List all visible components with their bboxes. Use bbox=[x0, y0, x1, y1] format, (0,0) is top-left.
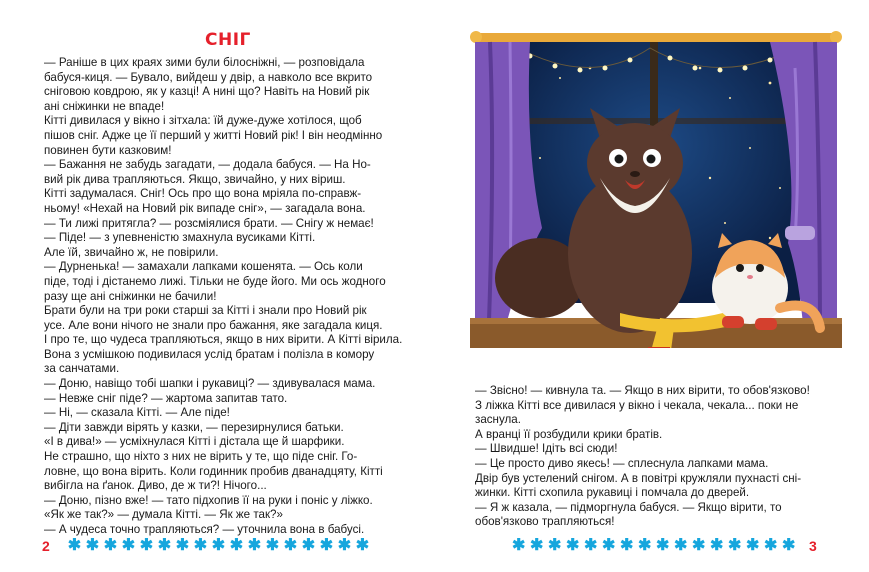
page-number: 3 bbox=[809, 538, 817, 554]
snowflake-icon: ✱ bbox=[229, 537, 244, 554]
text-line: ані сніжинки не впаде! bbox=[44, 99, 165, 113]
text-line: заснула. bbox=[475, 413, 521, 427]
text-line: Двір був устелений снігом. А в повітрі кружляли пухнасті сні- bbox=[475, 471, 802, 485]
curtain-rod bbox=[475, 33, 837, 42]
snowflake-icon: ✱ bbox=[566, 537, 580, 554]
snowflake-icon: ✱ bbox=[710, 537, 724, 554]
right-page bbox=[440, 0, 869, 572]
snowflake-icon: ✱ bbox=[67, 537, 82, 554]
text-line: — Діти завжди вірять у казки, — перезирнулися батьки. bbox=[44, 420, 344, 434]
text-line: жинки. Кітті схопила рукавиці і помчала до дверей. bbox=[475, 486, 750, 500]
snowflake-icon: ✱ bbox=[301, 537, 316, 554]
text-line: — Доню, пізно вже! — тато підхопив її на руки і поніс у ліжко. bbox=[44, 493, 373, 507]
snowflake-icon: ✱ bbox=[85, 537, 100, 554]
text-line: «І в дива!» — усміхнулася Кітті і дістала ще й шарфики. bbox=[44, 435, 345, 449]
snowflake-icon: ✱ bbox=[764, 537, 778, 554]
text-line: вибігла на ґанок. Диво, де ж ти?! Нічого... bbox=[44, 479, 267, 493]
text-line: Не страшно, що ніхто з них не вірить у те, що піде сніг. Го- bbox=[44, 450, 358, 464]
text-line: — Це просто диво якесь! — сплеснула лапками мама. bbox=[475, 456, 769, 470]
text-line: ловне, що вона вірить. Коли годинник пробив дванадцяту, Кітті bbox=[44, 464, 383, 478]
text-line: З ліжка Кітті все дивилася у вікно і чекала, чекала... поки не bbox=[475, 398, 799, 412]
text-line: усе. Але вони нічого не знали про бажання, яке загадала киця. bbox=[44, 318, 383, 332]
text-line: Кітті дивилася у вікно і зітхала: їй дуже-дуже хотілося, щоб bbox=[44, 114, 362, 128]
text-line: — Бажання не забудь загадати, — додала бабуся. — На Но- bbox=[44, 158, 371, 172]
text-line: Кітті задумалася. Сніг! Ось про що вона мріяла по-справж- bbox=[44, 187, 362, 201]
text-line: обов'язково трапляються! bbox=[475, 515, 615, 529]
snowflake-icon: ✱ bbox=[265, 537, 280, 554]
snowflake-icon: ✱ bbox=[638, 537, 652, 554]
text-line: — Я ж казала, — підморгнула бабуся. — Якщо вірити, то bbox=[475, 500, 782, 514]
snowflake-icon: ✱ bbox=[530, 537, 544, 554]
text-line: Брати були на три роки старші за Кітті і знали про Новий рік bbox=[44, 304, 367, 318]
snowflake-icon: ✱ bbox=[247, 537, 262, 554]
snowflake-icon: ✱ bbox=[157, 537, 172, 554]
snowflake-icon: ✱ bbox=[620, 537, 634, 554]
text-line: — Звісно! — кивнула та. — Якщо в них вірити, то обов'язково! bbox=[475, 384, 810, 397]
text-line: — Доню, навіщо тобі шапки і рукавиці? — здивувалася мама. bbox=[44, 377, 376, 391]
text-line: разу ще ані сніжинки не бачили! bbox=[44, 289, 217, 303]
text-line: пішов сніг. Адже це її перший у житті Новий рік! І він неодмінно bbox=[44, 128, 383, 142]
snowflake-icon: ✱ bbox=[319, 537, 334, 554]
text-line: за санчатами. bbox=[44, 362, 120, 376]
text-line: — Швидше! Ідіть всі сюди! bbox=[475, 442, 618, 456]
text-line: — Піде! — з упевненістю змахнула вусиками Кітті. bbox=[44, 231, 316, 245]
snowflake-icon: ✱ bbox=[674, 537, 688, 554]
text-line: ньому! «Нехай на Новий рік випаде сніг», — загадала вона. bbox=[44, 201, 366, 215]
snowflake-icon: ✱ bbox=[656, 537, 670, 554]
snowflake-row bbox=[512, 539, 795, 553]
page-number: 2 bbox=[42, 538, 50, 554]
text-line: бабуся-киця. — Бувало, вийдеш у двір, а навколо все вкрито bbox=[44, 70, 373, 84]
text-line: — Ти лижі притягла? — розсміялися брати. — Снігу ж немає! bbox=[44, 216, 374, 230]
text-line: — Раніше в цих краях зими були білосніжні, — розповідала bbox=[44, 56, 365, 69]
text-line: Вона з усмішкою подивилася услід братам і полізла в комору bbox=[44, 347, 375, 361]
text-line: — А чудеса точно трапляються? — уточнила вона в бабусі. bbox=[44, 523, 365, 536]
text-line: А вранці її розбудили крики братів. bbox=[475, 427, 663, 441]
snowflake-icon: ✱ bbox=[746, 537, 760, 554]
snowflake-icon: ✱ bbox=[782, 537, 796, 554]
snowflake-icon: ✱ bbox=[121, 537, 136, 554]
snowflake-icon: ✱ bbox=[692, 537, 706, 554]
snowflake-icon: ✱ bbox=[728, 537, 742, 554]
snowflake-icon: ✱ bbox=[602, 537, 616, 554]
snowflake-row bbox=[68, 539, 369, 553]
snowflake-icon: ✱ bbox=[584, 537, 598, 554]
story-text-left bbox=[44, 56, 404, 538]
text-line: піде, тоді і дістанемо лижі. Тільки не буде його. Ми ось жодного bbox=[44, 274, 386, 288]
page-footer-right bbox=[512, 538, 817, 554]
snowflake-icon: ✱ bbox=[355, 537, 370, 554]
snowflake-icon: ✱ bbox=[211, 537, 226, 554]
text-line: І про те, що чудеса трапляються, якщо в них вірити. А Кітті вірила. bbox=[44, 333, 403, 347]
cats-at-window-illustration bbox=[470, 28, 842, 348]
text-line: Але їй, звичайно ж, не повірили. bbox=[44, 245, 219, 259]
snowflake-icon: ✱ bbox=[548, 537, 562, 554]
snowflake-icon: ✱ bbox=[283, 537, 298, 554]
text-line: сніговою ковдрою, як у казці! А нині що? Навіть на Новий рік bbox=[44, 85, 370, 99]
text-line: повинен бути казковим! bbox=[44, 143, 172, 157]
snowflake-icon: ✱ bbox=[175, 537, 190, 554]
page-footer-left bbox=[42, 538, 369, 554]
text-line: «Як же так?» — думала Кітті. — Як же так?» bbox=[44, 508, 283, 522]
page-title: СНІГ bbox=[205, 30, 251, 50]
text-line: вий рік дива трапляються. Якщо, звичайно, у них віриш. bbox=[44, 172, 346, 186]
text-line: — Невже сніг піде? — жартома запитав тато. bbox=[44, 391, 288, 405]
snowflake-icon: ✱ bbox=[337, 537, 352, 554]
snowflake-icon: ✱ bbox=[512, 537, 526, 554]
text-line: — Дурненька! — замахали лапками кошенята. — Ось коли bbox=[44, 260, 363, 274]
snowflake-icon: ✱ bbox=[103, 537, 118, 554]
story-text-right bbox=[475, 384, 840, 530]
snowflake-icon: ✱ bbox=[193, 537, 208, 554]
snowflake-icon: ✱ bbox=[139, 537, 154, 554]
text-line: — Ні, — сказала Кітті. — Але піде! bbox=[44, 406, 230, 420]
